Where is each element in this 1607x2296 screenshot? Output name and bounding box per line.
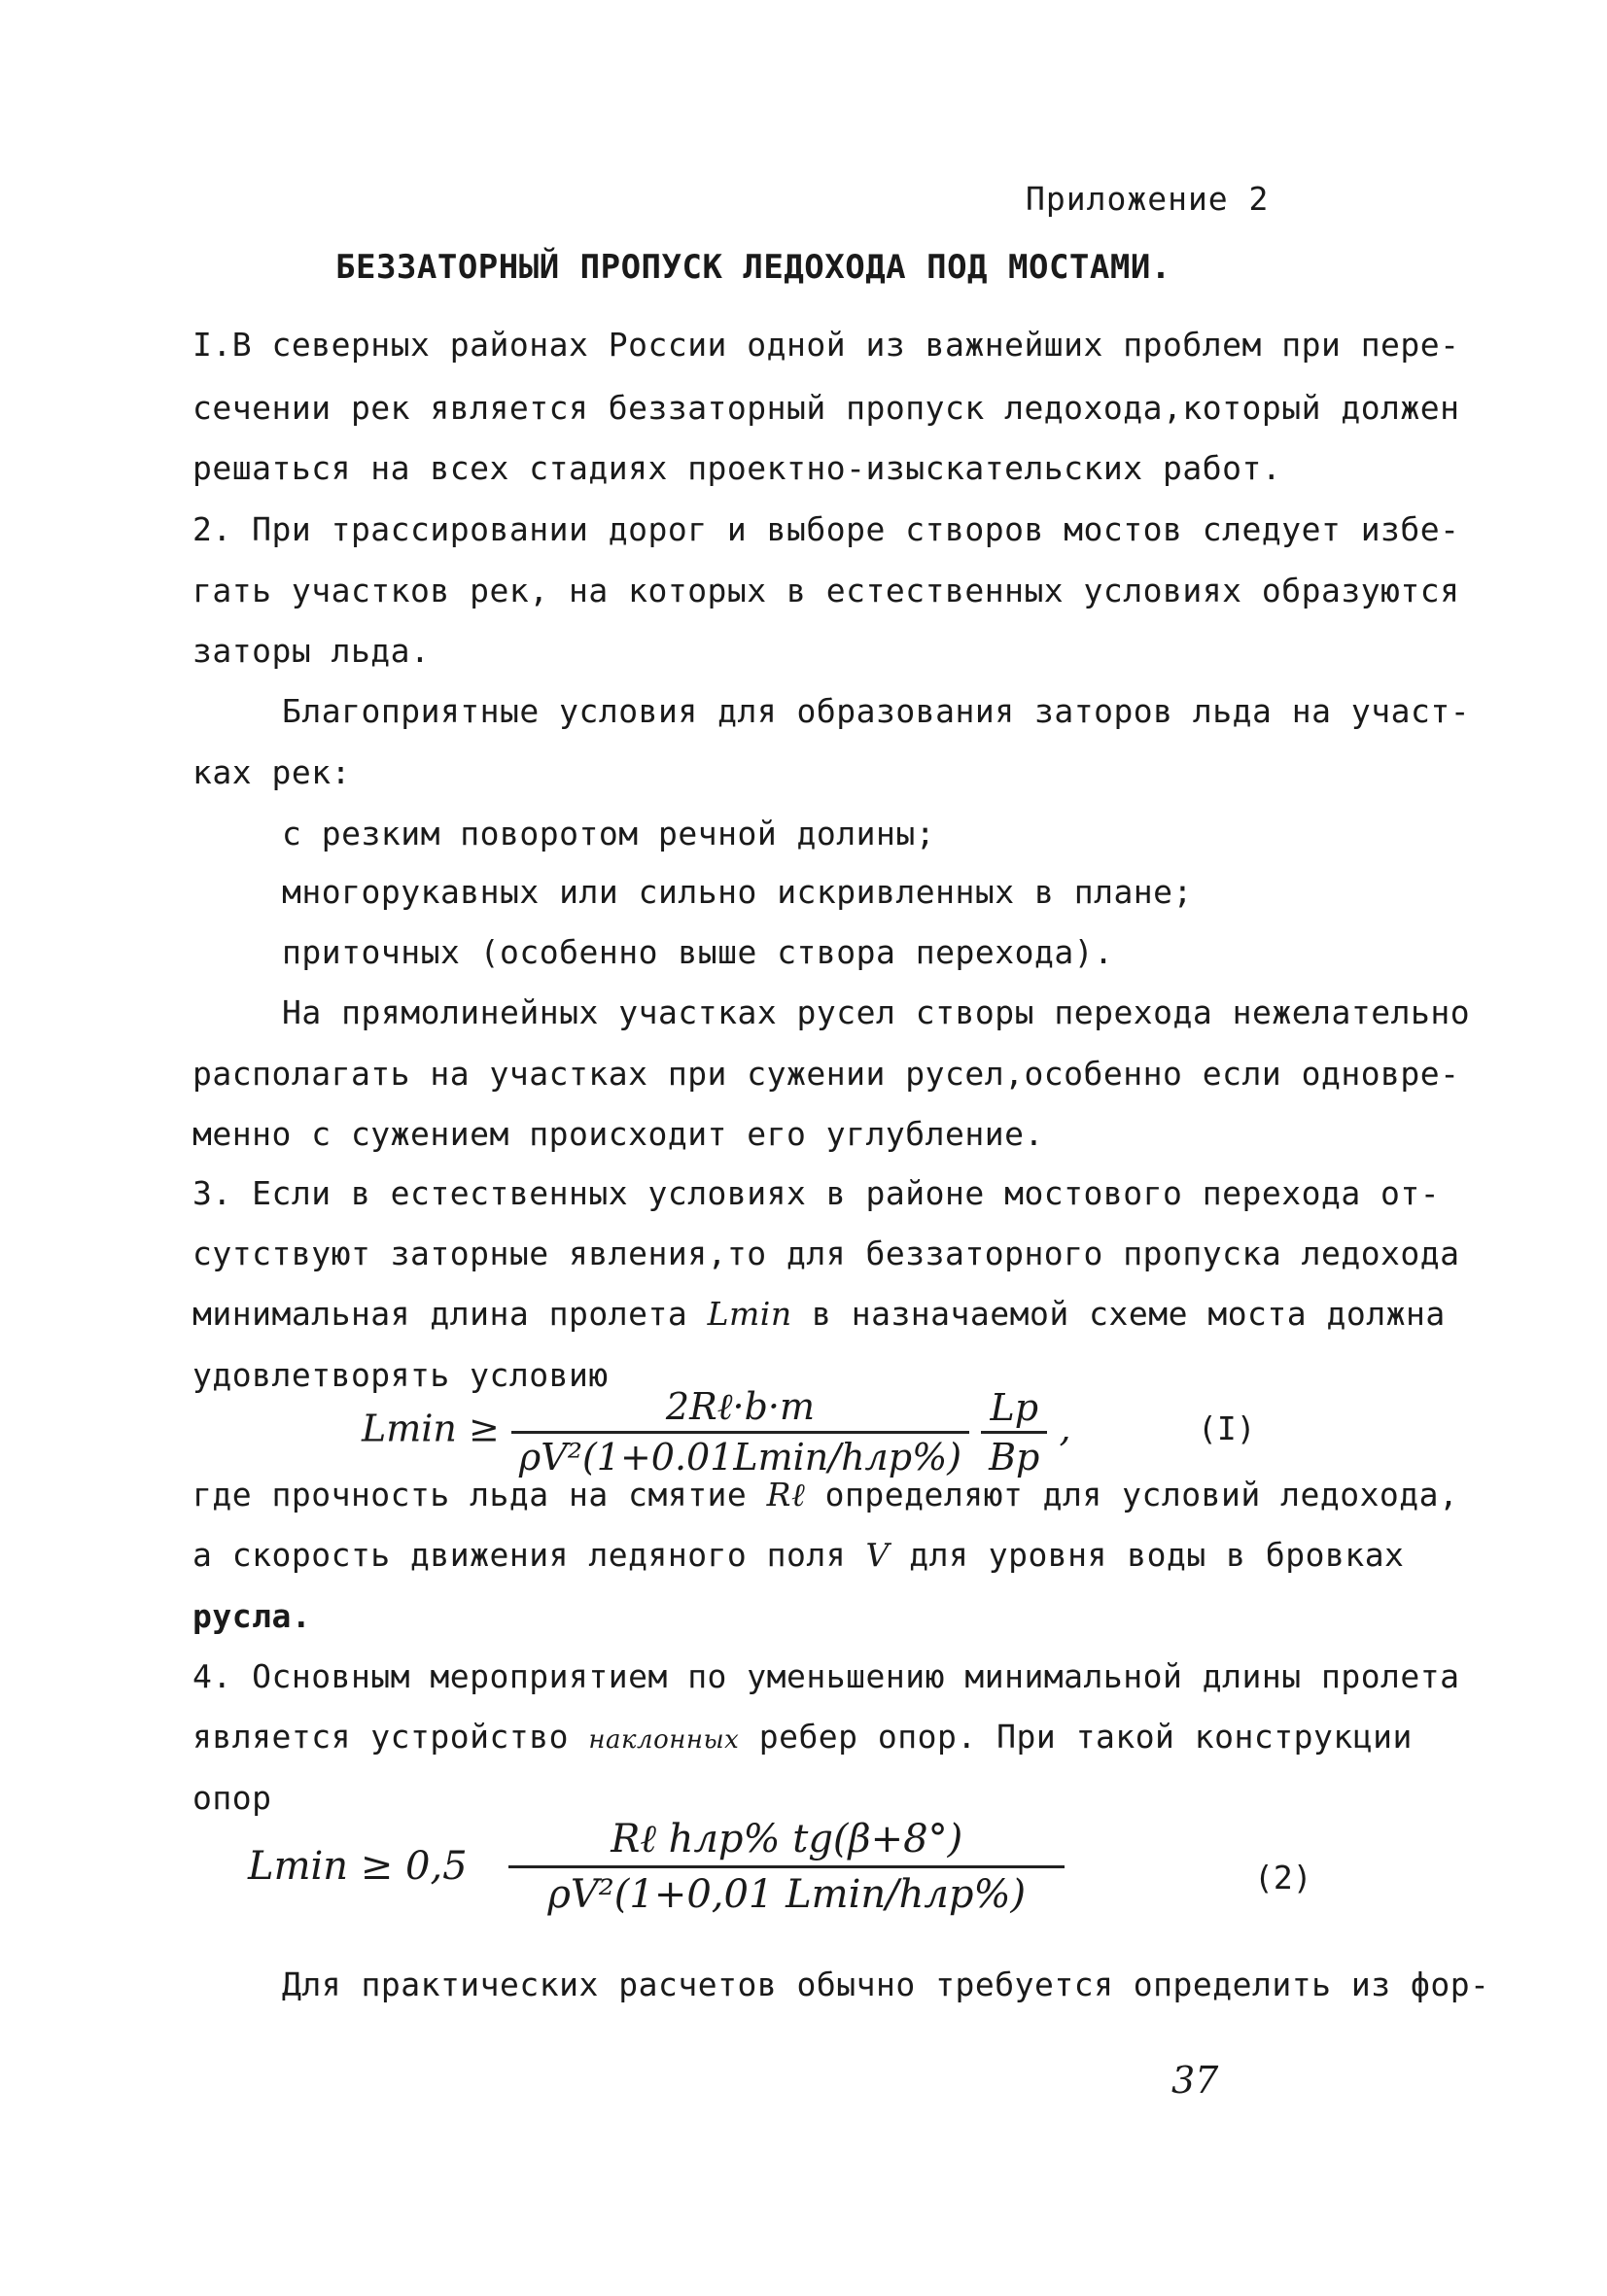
- text-line: 2. При трассировании дорог и выборе створов мостов следует избе-: [192, 510, 1460, 548]
- formula-numerator: Rℓ hлр% tg(β+8°): [611, 1817, 963, 1861]
- text-line: решаться на всех стадиях проектно-изыскательских работ.: [192, 449, 1282, 487]
- equation-number: (I): [1198, 1409, 1256, 1447]
- text-line: сечении рек является беззаторный пропуск ледохода,который должен: [192, 389, 1460, 427]
- text-fragment: для уровня воды в бровках: [909, 1536, 1405, 1574]
- text-fragment: а скорость движения ледяного поля: [192, 1536, 847, 1574]
- text-fragment: определяют для условий ледохода,: [824, 1476, 1459, 1513]
- symbol-r: Rℓ: [766, 1476, 806, 1513]
- text-line: Для практических расчетов обычно требуется определить из фор-: [282, 1966, 1490, 2003]
- text-fragment: является устройство: [192, 1718, 569, 1756]
- text-line: 3. Если в естественных условиях в районе мостового перехода от-: [192, 1174, 1441, 1212]
- formula-denominator: ρV²(1+0,01 Lmin/hлр%): [508, 1865, 1065, 1917]
- formula-fraction: [511, 1385, 969, 1478]
- text-line: располагать на участках при сужении русел,особенно если одновре-: [192, 1055, 1460, 1093]
- appendix-label: Приложение 2: [1026, 180, 1270, 218]
- formula-ratio: [981, 1386, 1047, 1478]
- page-number: 37: [1171, 2059, 1219, 2102]
- formula-denominator: ρV²(1+0.01Lmin/hлр%): [511, 1431, 969, 1478]
- text-line: сутствуют заторные явления,то для беззаторного пропуска ледохода: [192, 1235, 1460, 1272]
- list-item: приточных (особенно выше створа перехода).: [282, 933, 1114, 971]
- text-line: ках рек:: [192, 753, 351, 791]
- document-title: БЕЗЗАТОРНЫЙ ПРОПУСК ЛЕДОХОДА ПОД МОСТАМИ.: [335, 248, 1171, 287]
- formula-lhs: Lmin ≥: [362, 1407, 500, 1450]
- text-line: Благоприятные условия для образования заторов льда на участ-: [282, 692, 1471, 730]
- text-line: [192, 1718, 1422, 1759]
- text-fragment: в назначаемой схеме моста должна: [811, 1295, 1446, 1333]
- formula-ratio-numerator: Lр: [990, 1385, 1039, 1429]
- formula-numerator: 2Rℓ·b·m: [665, 1385, 816, 1428]
- text-line: [192, 1476, 1459, 1514]
- formula-lhs: Lmin ≥ 0,5: [248, 1844, 468, 1889]
- text-line: заторы льда.: [192, 632, 431, 670]
- formula-2: [248, 1816, 1065, 1917]
- list-item: многорукавных или сильно искривленных в плане;: [282, 873, 1193, 911]
- text-line: менно с сужением происходит его углубление.: [192, 1115, 1044, 1153]
- formula-fraction: [508, 1816, 1065, 1917]
- text-line: [192, 1536, 1422, 1575]
- handwritten-insert: наклонных: [588, 1725, 740, 1755]
- formula-ratio-denominator: Bр: [981, 1431, 1047, 1478]
- text-line: I.В северных районах России одной из важнейших проблем при пере-: [192, 326, 1460, 364]
- text-line: гать участков рек, на которых в естественных условиях образуются: [192, 572, 1460, 609]
- text-line: опор: [192, 1779, 272, 1817]
- text-line: 4. Основным мероприятием по уменьшению минимальной длины пролета: [192, 1657, 1460, 1695]
- text-line: удовлетворять условию: [192, 1356, 609, 1394]
- list-item: с резким поворотом речной долины;: [282, 815, 936, 852]
- text-fragment: где прочность льда на смятие: [192, 1476, 748, 1513]
- text-fragment: минимальная длина пролета: [192, 1295, 688, 1333]
- symbol-v: V: [865, 1536, 890, 1574]
- formula-comma: ,: [1059, 1407, 1071, 1450]
- formula-1: [362, 1385, 1071, 1478]
- text-line: На прямолинейных участках русел створы перехода нежелательно: [282, 993, 1471, 1031]
- text-line: русла.: [192, 1597, 312, 1635]
- equation-number: (2): [1254, 1859, 1312, 1896]
- symbol-lmin: Lmin: [707, 1295, 792, 1333]
- text-line: [192, 1295, 1446, 1334]
- text-fragment: ребер опор. При такой конструкции: [758, 1718, 1413, 1756]
